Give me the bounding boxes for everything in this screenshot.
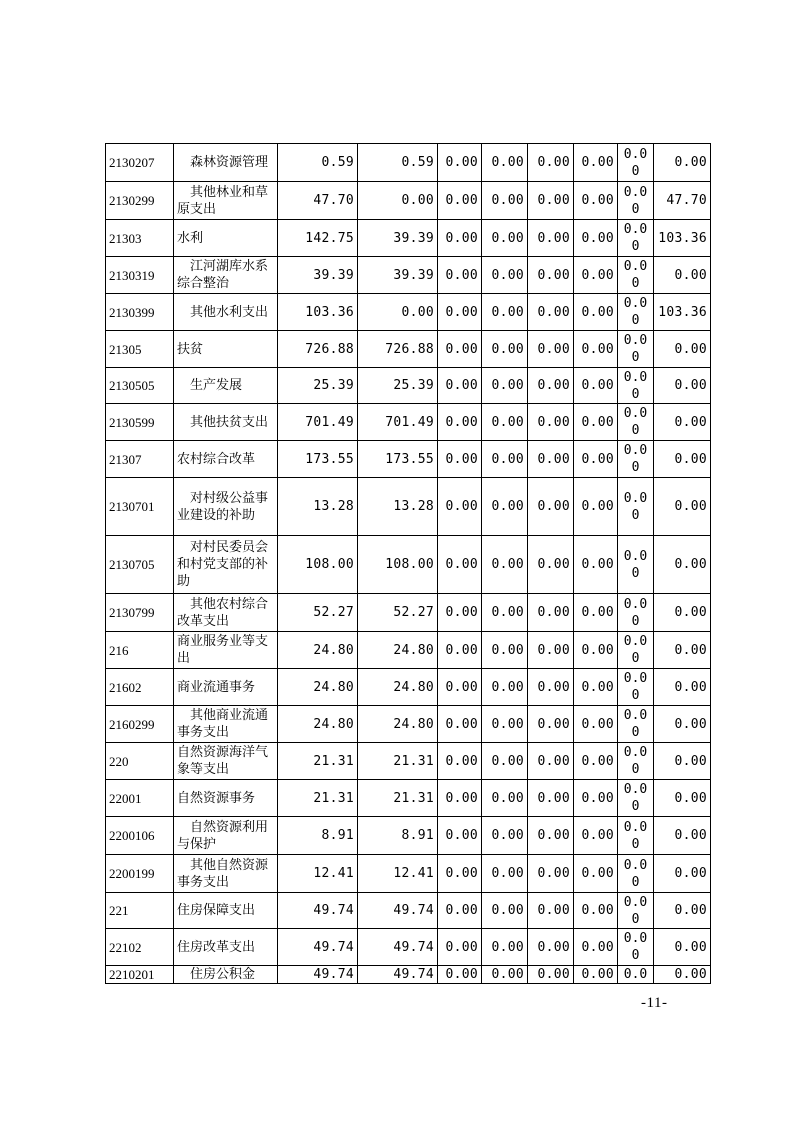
table-body	[106, 144, 711, 984]
amount-cell: 0.00	[482, 536, 528, 594]
amount-cell-narrow: 0.00	[618, 144, 654, 182]
amount-cell: 0.00	[482, 669, 528, 706]
amount-cell: 0.00	[654, 478, 711, 536]
subject-name-cell	[174, 706, 278, 743]
amount-cell: 0.00	[654, 594, 711, 632]
amount-cell: 0.00	[574, 855, 618, 893]
amount-cell: 0.00	[528, 182, 574, 220]
table-row	[106, 220, 711, 257]
amount-cell: 0.00	[528, 780, 574, 817]
subject-name-cell-text: 自然资源事务	[177, 790, 256, 806]
amount-cell: 0.00	[528, 893, 574, 929]
table-row	[106, 294, 711, 331]
subject-name-cell	[174, 144, 278, 182]
subject-name-cell	[174, 780, 278, 817]
amount-cell: 0.00	[482, 743, 528, 780]
amount-cell: 24.80	[358, 632, 438, 669]
amount-cell: 25.39	[358, 368, 438, 404]
amount-cell-narrow: 0.00	[618, 220, 654, 257]
amount-cell: 0.00	[482, 331, 528, 368]
amount-cell: 0.00	[528, 594, 574, 632]
subject-code-cell: 2130705	[106, 536, 174, 594]
amount-cell: 0.00	[482, 632, 528, 669]
amount-cell: 24.80	[358, 669, 438, 706]
subject-code-cell: 2160299	[106, 706, 174, 743]
amount-cell: 726.88	[278, 331, 358, 368]
budget-table	[105, 143, 711, 984]
amount-cell: 0.00	[482, 893, 528, 929]
amount-cell: 0.00	[482, 257, 528, 294]
amount-cell: 701.49	[358, 404, 438, 441]
amount-cell: 0.00	[482, 780, 528, 817]
amount-cell: 24.80	[278, 706, 358, 743]
amount-cell-narrow: 0.00	[618, 632, 654, 669]
amount-cell: 24.80	[278, 669, 358, 706]
amount-cell: 0.00	[438, 780, 482, 817]
amount-cell: 0.00	[654, 669, 711, 706]
amount-cell: 0.00	[482, 220, 528, 257]
amount-cell: 13.28	[278, 478, 358, 536]
subject-name-cell-text: 对村民委员会和村党支部的补助	[177, 540, 269, 589]
amount-cell: 0.00	[528, 632, 574, 669]
subject-name-cell	[174, 536, 278, 594]
amount-cell: 0.00	[574, 817, 618, 855]
table-row	[106, 632, 711, 669]
amount-cell-narrow: 0.00	[618, 594, 654, 632]
subject-name-cell	[174, 257, 278, 294]
amount-cell: 0.00	[438, 536, 482, 594]
amount-cell: 0.00	[654, 632, 711, 669]
subject-code-cell: 2130599	[106, 404, 174, 441]
amount-cell: 0.00	[482, 594, 528, 632]
amount-cell: 0.00	[528, 404, 574, 441]
amount-cell: 0.00	[482, 929, 528, 966]
amount-cell: 0.00	[574, 743, 618, 780]
amount-cell: 39.39	[358, 257, 438, 294]
amount-cell: 0.00	[528, 669, 574, 706]
amount-cell: 21.31	[278, 743, 358, 780]
amount-cell: 21.31	[358, 780, 438, 817]
subject-name-cell-text: 商业服务业等支出	[177, 634, 269, 666]
table-row	[106, 855, 711, 893]
subject-name-cell-text: 住房公积金	[190, 967, 256, 982]
amount-cell: 0.00	[438, 404, 482, 441]
subject-name-cell-text: 扶贫	[177, 341, 204, 357]
amount-cell-narrow: 0.00	[618, 182, 654, 220]
amount-cell: 0.00	[438, 594, 482, 632]
subject-name-cell	[174, 929, 278, 966]
subject-name-cell	[174, 669, 278, 706]
amount-cell: 0.00	[482, 144, 528, 182]
amount-cell-narrow: 0.00	[618, 441, 654, 478]
amount-cell-narrow: 0.00	[618, 743, 654, 780]
amount-cell: 0.00	[482, 368, 528, 404]
table-row	[106, 966, 711, 984]
amount-cell: 0.00	[574, 182, 618, 220]
subject-name-cell	[174, 966, 278, 984]
subject-name-cell-text: 商业流通事务	[177, 679, 256, 695]
subject-name-cell	[174, 594, 278, 632]
subject-name-cell-text: 森林资源管理	[190, 155, 269, 170]
subject-code-cell: 22001	[106, 780, 174, 817]
amount-cell: 0.00	[482, 855, 528, 893]
amount-cell: 103.36	[278, 294, 358, 331]
table-row	[106, 536, 711, 594]
amount-cell: 39.39	[358, 220, 438, 257]
amount-cell: 0.00	[654, 257, 711, 294]
amount-cell: 0.00	[482, 966, 528, 984]
amount-cell: 0.00	[438, 743, 482, 780]
amount-cell: 49.74	[278, 966, 358, 984]
amount-cell-narrow: 0.00	[618, 404, 654, 441]
amount-cell: 0.00	[654, 536, 711, 594]
amount-cell: 0.59	[358, 144, 438, 182]
amount-cell: 0.00	[574, 257, 618, 294]
amount-cell: 25.39	[278, 368, 358, 404]
subject-name-cell-text: 对村级公益事业建设的补助	[177, 490, 269, 523]
amount-cell: 0.00	[654, 331, 711, 368]
amount-cell: 0.00	[438, 294, 482, 331]
amount-cell-narrow: 0.00	[618, 855, 654, 893]
amount-cell: 0.00	[654, 780, 711, 817]
amount-cell: 0.00	[482, 441, 528, 478]
amount-cell: 0.00	[654, 817, 711, 855]
amount-cell: 701.49	[278, 404, 358, 441]
amount-cell-narrow: 0.00	[618, 368, 654, 404]
amount-cell: 0.00	[574, 294, 618, 331]
amount-cell: 24.80	[358, 706, 438, 743]
subject-code-cell: 22102	[106, 929, 174, 966]
subject-name-cell	[174, 220, 278, 257]
subject-name-cell-text: 其他林业和草原支出	[177, 184, 269, 217]
subject-code-cell: 2130207	[106, 144, 174, 182]
amount-cell: 0.00	[528, 929, 574, 966]
amount-cell: 0.00	[654, 404, 711, 441]
amount-cell: 0.00	[654, 368, 711, 404]
subject-name-cell	[174, 331, 278, 368]
subject-name-cell	[174, 182, 278, 220]
subject-name-cell-text: 其他农村综合改革支出	[177, 596, 269, 629]
table-row	[106, 594, 711, 632]
amount-cell: 47.70	[654, 182, 711, 220]
amount-cell: 0.00	[528, 368, 574, 404]
amount-cell: 173.55	[358, 441, 438, 478]
amount-cell: 0.00	[358, 294, 438, 331]
table-row	[106, 929, 711, 966]
amount-cell: 0.00	[574, 478, 618, 536]
subject-name-cell	[174, 441, 278, 478]
amount-cell: 52.27	[278, 594, 358, 632]
subject-name-cell	[174, 817, 278, 855]
amount-cell: 0.00	[438, 478, 482, 536]
subject-code-cell: 21602	[106, 669, 174, 706]
amount-cell: 0.00	[358, 182, 438, 220]
subject-name-cell	[174, 478, 278, 536]
subject-name-cell-text: 江河湖库水系综合整治	[177, 259, 269, 291]
amount-cell: 0.00	[528, 331, 574, 368]
amount-cell: 0.00	[574, 404, 618, 441]
amount-cell: 0.00	[528, 817, 574, 855]
amount-cell: 49.74	[278, 929, 358, 966]
table-row	[106, 441, 711, 478]
amount-cell: 0.00	[654, 855, 711, 893]
amount-cell-narrow: 0.00	[618, 817, 654, 855]
subject-code-cell: 216	[106, 632, 174, 669]
subject-name-cell	[174, 632, 278, 669]
subject-name-cell	[174, 855, 278, 893]
subject-name-cell-text: 其他扶贫支出	[190, 414, 269, 430]
amount-cell: 0.00	[528, 855, 574, 893]
amount-cell: 0.00	[438, 220, 482, 257]
amount-cell: 0.00	[528, 144, 574, 182]
amount-cell: 0.00	[438, 441, 482, 478]
amount-cell: 0.00	[482, 478, 528, 536]
amount-cell: 108.00	[358, 536, 438, 594]
amount-cell: 8.91	[278, 817, 358, 855]
amount-cell: 726.88	[358, 331, 438, 368]
amount-cell: 0.00	[574, 441, 618, 478]
table-row	[106, 780, 711, 817]
amount-cell: 0.00	[654, 893, 711, 929]
amount-cell: 0.00	[438, 966, 482, 984]
amount-cell: 0.00	[438, 368, 482, 404]
amount-cell-narrow: 0.00	[618, 331, 654, 368]
amount-cell-narrow: 0.00	[618, 257, 654, 294]
table-row	[106, 404, 711, 441]
amount-cell: 49.74	[278, 893, 358, 929]
subject-code-cell: 2130505	[106, 368, 174, 404]
table-row	[106, 368, 711, 404]
amount-cell-narrow: 0.00	[618, 294, 654, 331]
amount-cell: 0.59	[278, 144, 358, 182]
amount-cell: 0.00	[654, 966, 711, 984]
amount-cell: 0.00	[528, 257, 574, 294]
amount-cell: 0.00	[528, 706, 574, 743]
amount-cell: 0.00	[574, 929, 618, 966]
subject-name-cell	[174, 404, 278, 441]
amount-cell: 103.36	[654, 294, 711, 331]
amount-cell: 0.00	[482, 182, 528, 220]
amount-cell: 0.00	[438, 331, 482, 368]
amount-cell: 0.00	[482, 706, 528, 743]
table-row	[106, 706, 711, 743]
amount-cell: 0.00	[528, 966, 574, 984]
amount-cell: 0.00	[654, 706, 711, 743]
amount-cell: 0.00	[574, 331, 618, 368]
amount-cell: 0.00	[528, 743, 574, 780]
amount-cell: 0.00	[574, 966, 618, 984]
subject-code-cell: 2130399	[106, 294, 174, 331]
amount-cell: 0.00	[528, 536, 574, 594]
subject-name-cell-text: 住房保障支出	[177, 903, 256, 918]
amount-cell: 49.74	[358, 929, 438, 966]
amount-cell: 0.00	[574, 893, 618, 929]
amount-cell: 0.00	[574, 220, 618, 257]
subject-code-cell: 21307	[106, 441, 174, 478]
amount-cell: 0.00	[438, 893, 482, 929]
amount-cell: 49.74	[358, 893, 438, 929]
amount-cell-narrow: 0.00	[618, 929, 654, 966]
amount-cell: 0.00	[654, 441, 711, 478]
amount-cell: 0.00	[438, 855, 482, 893]
amount-cell: 0.00	[438, 144, 482, 182]
amount-cell: 0.00	[438, 182, 482, 220]
subject-code-cell: 2130799	[106, 594, 174, 632]
amount-cell: 0.00	[574, 144, 618, 182]
amount-cell: 24.80	[278, 632, 358, 669]
amount-cell: 52.27	[358, 594, 438, 632]
amount-cell: 39.39	[278, 257, 358, 294]
amount-cell: 0.00	[482, 817, 528, 855]
amount-cell: 49.74	[358, 966, 438, 984]
amount-cell: 173.55	[278, 441, 358, 478]
amount-cell: 0.00	[482, 404, 528, 441]
amount-cell: 103.36	[654, 220, 711, 257]
amount-cell: 0.00	[438, 817, 482, 855]
page-number: -11-	[641, 995, 668, 1011]
amount-cell-narrow: 0.00	[618, 478, 654, 536]
amount-cell: 0.00	[528, 478, 574, 536]
subject-code-cell: 21303	[106, 220, 174, 257]
table-row	[106, 331, 711, 368]
subject-name-cell	[174, 893, 278, 929]
subject-name-cell-text: 水利	[177, 230, 204, 246]
subject-code-cell: 2200106	[106, 817, 174, 855]
subject-name-cell-text: 其他商业流通事务支出	[177, 708, 269, 740]
amount-cell: 0.00	[438, 669, 482, 706]
subject-code-cell: 21305	[106, 331, 174, 368]
amount-cell: 108.00	[278, 536, 358, 594]
table-row	[106, 893, 711, 929]
amount-cell: 0.00	[654, 743, 711, 780]
amount-cell: 0.00	[574, 706, 618, 743]
subject-code-cell: 2130299	[106, 182, 174, 220]
amount-cell: 0.00	[528, 220, 574, 257]
amount-cell: 0.00	[574, 669, 618, 706]
subject-name-cell-text: 农村综合改革	[177, 451, 256, 467]
amount-cell: 0.00	[654, 144, 711, 182]
amount-cell: 12.41	[358, 855, 438, 893]
amount-cell: 0.00	[438, 929, 482, 966]
subject-name-cell	[174, 294, 278, 331]
subject-name-cell-text: 其他水利支出	[190, 304, 269, 320]
subject-code-cell: 2200199	[106, 855, 174, 893]
subject-code-cell: 2130701	[106, 478, 174, 536]
amount-cell-narrow: 0.0	[618, 966, 654, 984]
subject-name-cell-text: 自然资源利用与保护	[177, 819, 269, 852]
table-row	[106, 817, 711, 855]
amount-cell: 0.00	[528, 294, 574, 331]
table-row	[106, 182, 711, 220]
amount-cell: 21.31	[358, 743, 438, 780]
amount-cell: 0.00	[574, 632, 618, 669]
amount-cell: 0.00	[438, 632, 482, 669]
amount-cell: 13.28	[358, 478, 438, 536]
amount-cell: 0.00	[574, 536, 618, 594]
amount-cell: 142.75	[278, 220, 358, 257]
amount-cell-narrow: 0.00	[618, 706, 654, 743]
table-row	[106, 743, 711, 780]
amount-cell: 0.00	[654, 929, 711, 966]
table-row	[106, 478, 711, 536]
table-row	[106, 257, 711, 294]
amount-cell: 0.00	[574, 368, 618, 404]
amount-cell: 0.00	[528, 441, 574, 478]
amount-cell-narrow: 0.00	[618, 536, 654, 594]
table-row	[106, 669, 711, 706]
subject-code-cell: 2130319	[106, 257, 174, 294]
amount-cell-narrow: 0.00	[618, 669, 654, 706]
subject-code-cell: 220	[106, 743, 174, 780]
subject-code-cell: 2210201	[106, 966, 174, 984]
amount-cell: 8.91	[358, 817, 438, 855]
subject-name-cell-text: 住房改革支出	[177, 939, 256, 955]
amount-cell: 0.00	[574, 780, 618, 817]
subject-code-cell: 221	[106, 893, 174, 929]
amount-cell: 0.00	[438, 706, 482, 743]
subject-name-cell	[174, 368, 278, 404]
amount-cell-narrow: 0.00	[618, 893, 654, 929]
subject-name-cell	[174, 743, 278, 780]
amount-cell: 12.41	[278, 855, 358, 893]
subject-name-cell-text: 其他自然资源事务支出	[177, 857, 269, 890]
subject-name-cell-text: 自然资源海洋气象等支出	[177, 745, 269, 777]
amount-cell: 0.00	[482, 294, 528, 331]
amount-cell: 0.00	[438, 257, 482, 294]
amount-cell: 0.00	[574, 594, 618, 632]
amount-cell: 21.31	[278, 780, 358, 817]
amount-cell-narrow: 0.00	[618, 780, 654, 817]
amount-cell: 47.70	[278, 182, 358, 220]
subject-name-cell-text: 生产发展	[190, 378, 243, 393]
table-row	[106, 144, 711, 182]
